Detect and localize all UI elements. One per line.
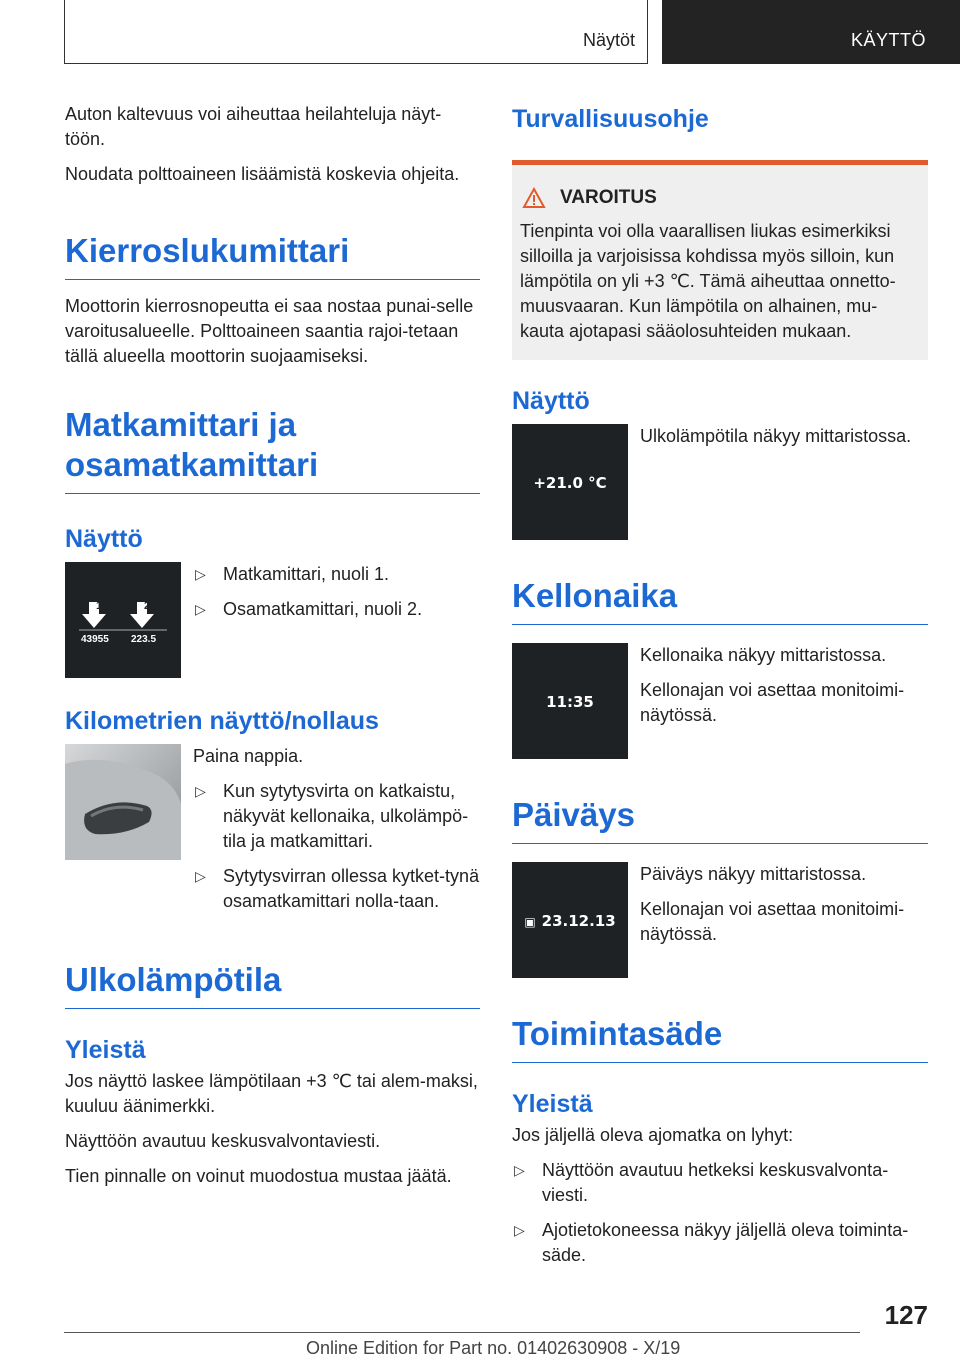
trip-subheading: Näyttö [65,525,143,553]
km-subheading: Kilometrien näyttö/nollaus [65,707,379,735]
display-text: Ulkolämpötila näkyy mittaristossa. [640,426,912,446]
temp-text: Näyttöön avautuu keskusvalvontaviesti. [65,1131,381,1151]
km-figure [65,744,480,924]
intro-paragraph: Auton kaltevuus voi aiheuttaa heilahteluja näyt-töön. [65,104,442,149]
list-item: ▷ Sytytysvirran ollessa kytket-tynä osamatkamittari nolla-taan. [193,864,480,914]
temp-subheading: Yleistä [65,1036,146,1064]
triangle-bullet-icon: ▷ [195,566,206,582]
header-chapter-box [662,0,960,64]
trip-heading: Matkamittari ja osamatkamittari [65,405,480,494]
reset-button-image [65,744,181,860]
trip-arrows-icon [65,562,181,678]
temp-text: Jos näyttö laskee lämpötilaan +3 ℃ tai alem-maksi, kuuluu äänimerkki. [65,1071,478,1116]
date-heading: Päiväys [512,795,928,844]
clock-text: Kellonaika näkyy mittaristossa. [640,645,887,665]
clock-display-image [512,643,628,759]
triangle-bullet-icon: ▷ [195,601,206,617]
triangle-bullet-icon: ▷ [514,1222,525,1238]
calendar-icon: ▣ [524,915,536,929]
list-item: ▷ Ajotietokoneessa näkyy jäljellä oleva toiminta-säde. [512,1218,928,1268]
triangle-bullet-icon: ▷ [195,783,206,799]
right-column [512,102,928,1278]
header-section: Näytöt [582,30,635,50]
rpm-heading: Kierroslukumittari [65,231,480,280]
trip-total-value: 43955 [81,634,109,645]
temp-display-figure [512,424,928,540]
date-display-image [512,862,628,978]
km-text: Paina nappia. [193,746,304,766]
display-subheading: Näyttö [512,387,590,415]
intro-paragraph: Noudata polttoaineen lisäämistä koskevia ohjeita. [65,164,460,184]
range-subheading: Yleistä [512,1090,593,1118]
list-item: ▷ Kun sytytysvirta on katkaistu, näkyvät kellonaika, ulkolämpö-tila ja matkamittari. [193,779,480,854]
trip-figure [65,562,480,678]
triangle-bullet-icon: ▷ [514,1162,525,1178]
date-text: Päiväys näkyy mittaristossa. [640,864,867,884]
header-chapter: KÄYTTÖ [850,30,926,50]
trip-partial-value: 223.5 [131,634,157,645]
clock-figure [512,643,928,759]
list-item: ▷ Osamatkamittari, nuoli 2. [193,597,480,622]
trip-arrow-2-label: 2 [144,600,151,612]
header-section-box [64,0,648,64]
range-heading: Toimintasäde [512,1014,928,1063]
temp-display-image [512,424,628,540]
triangle-bullet-icon: ▷ [195,868,206,884]
date-figure [512,862,928,978]
temp-text: Tien pinnalle on voinut muodostua mustaa jäätä. [65,1166,452,1186]
warning-triangle-icon [522,187,546,209]
reset-button-icon [65,744,181,860]
left-column [65,102,480,1199]
trip-display-image [65,562,181,678]
clock-heading: Kellonaika [512,576,928,625]
date-display-value: 23.12.13 [541,912,616,930]
list-item: ▷ Matkamittari, nuoli 1. [193,562,480,587]
date-text: Kellonajan voi asettaa monitoimi-näytössä. [640,899,905,944]
rpm-text: Moottorin kierrosnopeutta ei saa nostaa punai-selle varoitusalueelle. Polttoaineen saantia rajoi-tetaan tällä alueella moottorin suojaamiseksi. [65,296,474,366]
trip-arrow-1-label: 1 [96,600,103,612]
footer-edition: Online Edition for Part no. 01402630908 - X/19 [306,1338,681,1358]
temp-heading: Ulkolämpötila [65,960,480,1009]
temp-display-value: +21.0 °C [533,474,607,492]
warning-text: Tienpinta voi olla vaarallisen liukas esimerkiksi silloilla ja varjoisissa kohdissa myös silloin, kun lämpötila on yli +3 ℃. Tämä aiheuttaa onnetto-muusvaaran. Kun lämpötila on alhainen, mu-kauta ajotapasi sääolosuhteiden mukaan. [520,221,896,341]
warning-label: VAROITUS [560,187,657,208]
range-text: Jos jäljellä oleva ajomatka on lyhyt: [512,1125,794,1145]
clock-text: Kellonajan voi asettaa monitoimi-näytössä. [640,680,905,725]
clock-display-value: 11:35 [546,693,594,711]
warning-box [512,165,928,360]
page-number: 127 [884,1300,928,1330]
footer-divider [64,1332,860,1333]
safety-heading: Turvallisuusohje [512,105,709,133]
list-item: ▷ Näyttöön avautuu hetkeksi keskusvalvonta-viesti. [512,1158,928,1208]
